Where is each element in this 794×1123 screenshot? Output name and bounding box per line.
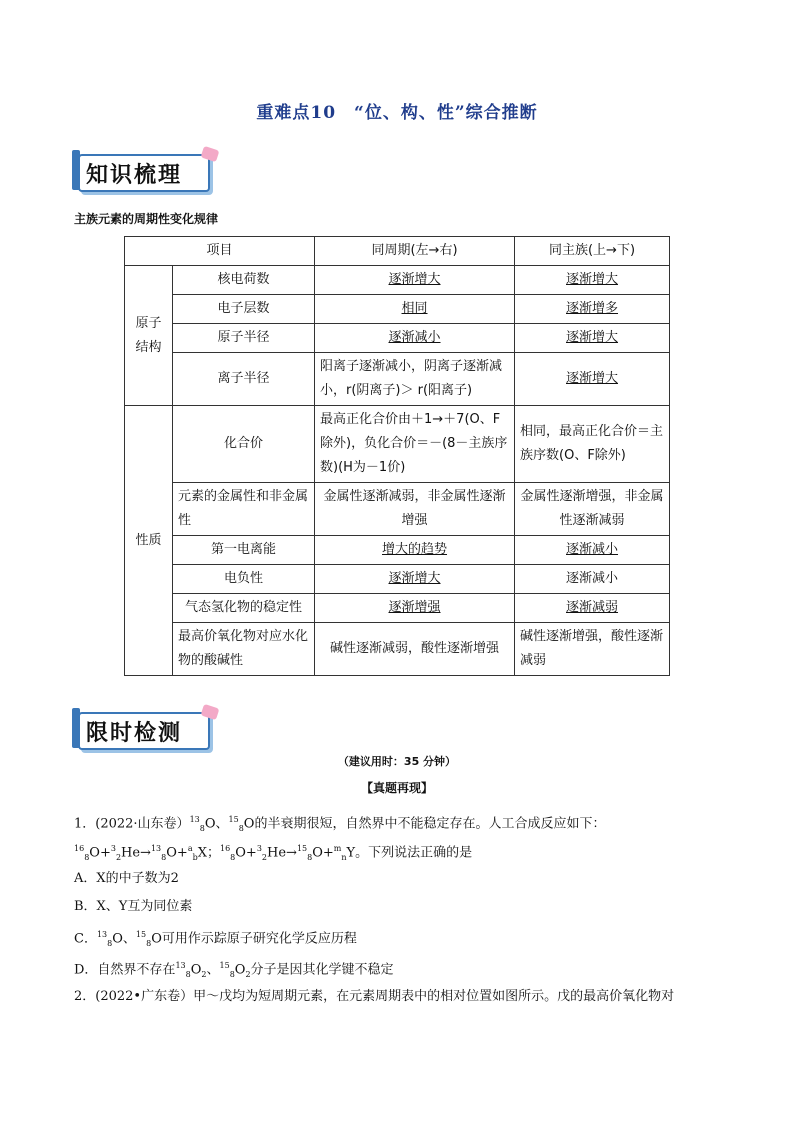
table-row xyxy=(125,565,670,594)
row-item: 电负性 xyxy=(173,565,315,594)
row-group: 金属性逐渐增强，非金属性逐渐减弱 xyxy=(515,483,670,536)
banner-text: 限时检测 xyxy=(86,720,183,746)
page-title: 重难点10 “位、构、性”综合推断 xyxy=(256,103,538,123)
row-group: 逐渐增大 xyxy=(566,272,619,287)
section-heading: 【真题再现】 xyxy=(360,781,433,795)
option-d-text: 分子是因其化学键不稳定 xyxy=(250,962,394,978)
table-row xyxy=(125,483,670,536)
row-group: 逐渐减小 xyxy=(566,542,619,557)
row-group: 逐渐增多 xyxy=(566,301,619,316)
q1-source: 1．(2022·山东卷） xyxy=(74,816,190,832)
table-row xyxy=(125,623,670,676)
q1-stem-text: O的半衰期很短，自然界中不能稳定存在。人工合成反应如下： xyxy=(243,816,606,832)
row-item: 原子半径 xyxy=(173,324,315,353)
option-a: A．X的中子数为2 xyxy=(74,871,179,886)
row-group: 相同，最高正化合价＝主族序数(O、F除外) xyxy=(515,406,670,483)
table-row xyxy=(125,406,670,483)
option-d: D．自然界不存在$^{13}_8O_2$、$^{15}_8O_2$分子是因其化学键不稳定 xyxy=(74,961,394,979)
time-hint: （建议用时：35 分钟） xyxy=(337,755,457,768)
table-row xyxy=(125,536,670,565)
row-item: 离子半径 xyxy=(173,353,315,406)
q1-stem-part: O、 xyxy=(204,816,229,832)
option-c-prefix: C． xyxy=(74,931,97,947)
section-banner-knowledge xyxy=(72,150,222,194)
row-period: 碱性逐渐减弱，酸性逐渐增强 xyxy=(315,623,515,676)
question-1-equation: $^{16}_8$O+$^3_2$He→$^{13}_8$O+$^a_b$X；$^{16}_8$O+$^3_2$He→$^{15}_8$O+$^m_n$Y。下列说法正确的是 xyxy=(74,844,473,862)
row-group: 碱性逐渐增强，酸性逐渐减弱 xyxy=(515,623,670,676)
row-period: 逐渐增大 xyxy=(388,272,441,287)
row-period: 金属性逐渐减弱，非金属性逐渐增强 xyxy=(315,483,515,536)
option-d-prefix: D．自然界不存在 xyxy=(74,962,176,978)
table-row xyxy=(125,295,670,324)
header-period: 同周期(左→右) xyxy=(315,237,515,266)
row-period: 相同 xyxy=(401,301,428,316)
row-period: 逐渐增大 xyxy=(388,571,441,586)
row-item: 核电荷数 xyxy=(173,266,315,295)
option-c: C．$^{13}_8$O、$^{15}_8$O可用作示踪原子研究化学反应历程 xyxy=(74,930,357,948)
row-group: 逐渐减弱 xyxy=(566,600,619,615)
row-item: 气态氢化物的稳定性 xyxy=(173,594,315,623)
row-period: 逐渐增强 xyxy=(388,600,441,615)
group-label-structure: 原子 结构 xyxy=(125,266,173,406)
table-row xyxy=(125,353,670,406)
table-row xyxy=(125,594,670,623)
header-group: 同主族(上→下) xyxy=(515,237,670,266)
header-item: 项目 xyxy=(125,237,315,266)
row-period: 阳离子逐渐减小，阴离子逐渐减小，r(阴离子)＞ r(阳离子) xyxy=(315,353,515,406)
table-header-row xyxy=(125,237,670,266)
row-item: 第一电离能 xyxy=(173,536,315,565)
banner-text: 知识梳理 xyxy=(86,162,183,188)
row-period: 最高正化合价由＋1→＋7(O、F除外)，负化合价＝－(8－主族序数)(H为－1价) xyxy=(315,406,515,483)
row-item: 电子层数 xyxy=(173,295,315,324)
group-label-property: 性质 xyxy=(125,406,173,676)
row-item: 最高价氧化物对应水化物的酸碱性 xyxy=(173,623,315,676)
table-caption: 主族元素的周期性变化规律 xyxy=(74,212,219,226)
section-banner-test xyxy=(72,708,222,752)
q1-equation-tail: 。下列说法正确的是 xyxy=(355,845,473,861)
row-group: 逐渐增大 xyxy=(566,330,619,345)
row-item: 化合价 xyxy=(173,406,315,483)
option-b: B．X、Y互为同位素 xyxy=(74,899,193,914)
row-period: 逐渐减小 xyxy=(388,330,441,345)
question-1-stem: 1．(2022·山东卷）$^{13}_8$O、$^{15}_8$O的半衰期很短，自然界中不能稳定存在。人工合成反应如下： xyxy=(74,815,606,833)
table-row xyxy=(125,324,670,353)
question-2-stem: 2．(2022•广东卷）甲～戊均为短周期元素，在元素周期表中的相对位置如图所示。戊的最高价氧化物对 xyxy=(74,989,675,1004)
option-c-text: 可用作示踪原子研究化学反应历程 xyxy=(161,931,357,947)
row-group: 逐渐减小 xyxy=(515,565,670,594)
row-item: 元素的金属性和非金属性 xyxy=(173,483,315,536)
row-group: 逐渐增大 xyxy=(566,371,619,386)
periodic-rules-table xyxy=(124,236,670,676)
table-row xyxy=(125,266,670,295)
row-period: 增大的趋势 xyxy=(382,542,448,557)
